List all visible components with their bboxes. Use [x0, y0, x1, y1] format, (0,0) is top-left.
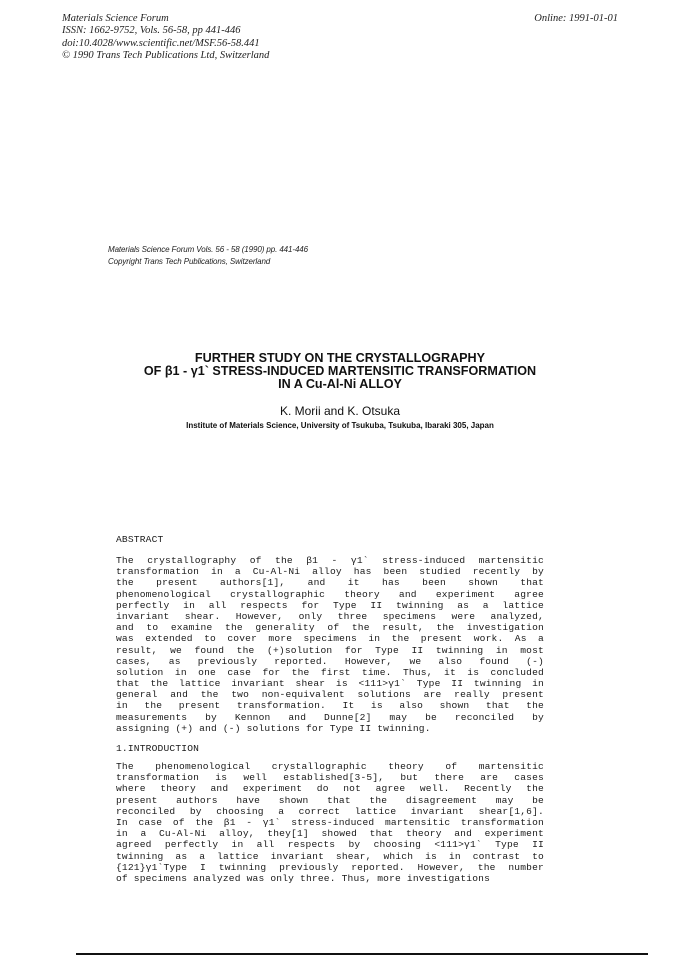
- introduction-line: In case of the β1 - γ1` stress-induced martensitic transformation: [116, 816, 544, 828]
- abstract-line: invariant shear. However, only three specimens were analyzed,: [116, 610, 544, 622]
- abstract-line: in the present transformation. It is also shown that the: [116, 700, 544, 712]
- author-list: K. Morii and K. Otsuka: [279, 404, 401, 418]
- abstract-line: the present authors[1], and it has been shown that: [116, 577, 544, 589]
- abstract-line: assigning (+) and (-) solutions for Type II twinning.: [116, 722, 431, 734]
- title-line-3: IN A Cu-Al-Ni ALLOY: [278, 377, 402, 391]
- introduction-line: where theory and experiment do not agree well. Recently the: [116, 783, 544, 795]
- abstract-line: solution in one case for the first time. Thus, it is concluded: [116, 666, 544, 678]
- affiliation: Institute of Materials Science, University of Tsukuba, Tsukuba, Ibaraki 305, Japan: [186, 421, 494, 430]
- journal-name: Materials Science Forum: [62, 13, 169, 24]
- title-line-1: FURTHER STUDY ON THE CRYSTALLOGRAPHY: [194, 351, 486, 365]
- introduction-line: of specimens analyzed was only three. Thus, more investigations: [116, 872, 491, 884]
- introduction-line: reconciled by choosing a correct lattice invariant shear[1,6].: [116, 805, 544, 817]
- citation-line-2: Copyright Trans Tech Publications, Switzerland: [108, 256, 271, 266]
- paper-title: [100, 352, 580, 391]
- introduction-line: agreed perfectly in all respects by choosing <111>γ1` Type II: [116, 839, 544, 851]
- citation-line-1: Materials Science Forum Vols. 56 - 58 (1990) pp. 441-446: [108, 245, 308, 254]
- issn-line: ISSN: 1662-9752, Vols. 56-58, pp 441-446: [62, 25, 241, 37]
- page-bottom-rule: [76, 953, 648, 955]
- introduction-heading: 1.INTRODUCTION: [116, 743, 200, 754]
- abstract-line: that the lattice invariant shear is <111>γ1` Type II twinning in: [116, 678, 544, 690]
- abstract-line: and to examine the generality of the result, the investigation: [116, 622, 544, 634]
- introduction-line: transformation is well established[3-5], but there are cases: [116, 772, 544, 784]
- introduction-line: twinning as a lattice invariant shear, which is in contrast to: [116, 850, 544, 862]
- abstract-line: general and the two non-equivalent solutions are really present: [116, 689, 544, 701]
- online-date: Online: 1991-01-01: [534, 13, 618, 24]
- abstract-body: [116, 555, 544, 734]
- title-line-2: OF β1 - γ1` STRESS-INDUCED MARTENSITIC TRANSFORMATION: [143, 364, 537, 378]
- introduction-line: {121}γ1`Type I twinning previously reported. However, the number: [116, 861, 544, 873]
- introduction-body: [116, 761, 544, 884]
- abstract-line: measurements by Kennon and Dunne[2] may be reconciled by: [116, 711, 544, 723]
- introduction-line: present authors have shown that the disagreement may be: [116, 794, 544, 806]
- abstract-line: cases, as previously reported. However, we also found (-): [116, 655, 544, 667]
- copyright-line: © 1990 Trans Tech Publications Ltd, Switzerland: [62, 49, 270, 61]
- introduction-line: The phenomenological crystallographic theory of martensitic: [116, 761, 544, 772]
- abstract-line: transformation in a Cu-Al-Ni alloy has been studied recently by: [116, 566, 544, 578]
- abstract-line: phenomenological crystallographic theory and experiment agree: [116, 588, 544, 600]
- abstract-line: The crystallography of the β1 - γ1` stress-induced martensitic: [116, 555, 544, 566]
- abstract-line: was extended to cover more specimens in the present work. As a: [116, 633, 544, 645]
- introduction-line: in a Cu-Al-Ni alloy, they[1] showed that theory and experiment: [116, 828, 544, 840]
- original-citation: [108, 244, 308, 267]
- abstract-line: result, we found the (+)solution for Type II twinning in most: [116, 644, 544, 656]
- abstract-line: perfectly in all respects for Type II twinning as a lattice: [116, 599, 544, 611]
- abstract-heading: ABSTRACT: [116, 534, 164, 545]
- doi-line[interactable]: doi:10.4028/www.scientific.net/MSF.56-58.441: [62, 37, 260, 49]
- journal-header: [62, 13, 269, 62]
